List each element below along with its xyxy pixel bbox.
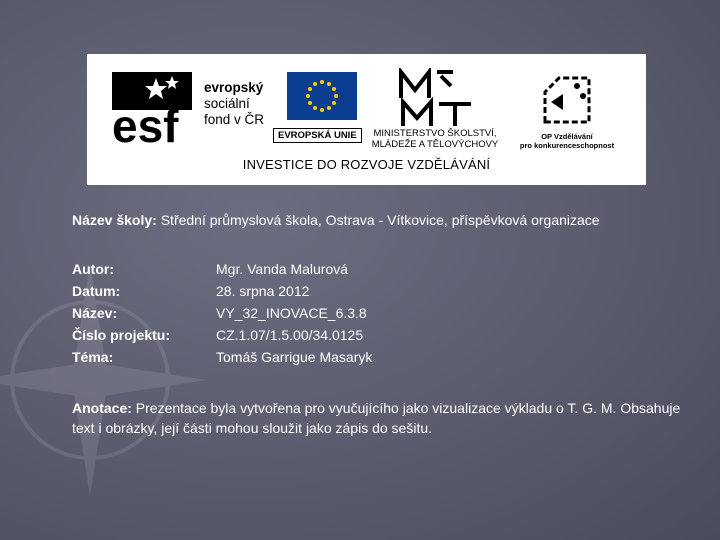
eu-flag (287, 72, 357, 120)
field-row-project (72, 325, 682, 345)
field-row-date (72, 281, 682, 301)
project-label: Číslo projektu: (72, 327, 171, 343)
school-row (72, 210, 600, 230)
field-row-author (72, 259, 682, 279)
date-label: Datum: (72, 283, 121, 299)
op-logo (537, 74, 597, 130)
esf-text (204, 80, 264, 128)
investice-banner: INVESTICE DO ROZVOJE VZDĚLÁVÁNÍ (242, 157, 491, 172)
msmt-caption-line-2: MLÁDEŽE A TĚLOVÝCHOVY (371, 139, 499, 150)
eu-stars-icon (287, 72, 357, 120)
annotation-text: Prezentace byla vytvořena pro vyučujícího jako vizualizace výkladu o T. G. M. Obsahuje text i obrázky, její části mohou sloužit jako zápis do sešitu. (72, 400, 681, 436)
field-row-topic (72, 347, 682, 367)
name-value: VY_32_INOVACE_6.3.8 (216, 305, 367, 321)
school-value: Střední průmyslová škola, Ostrava - Vítkovice, příspěvková organizace (160, 212, 600, 228)
logo-panel (87, 54, 646, 185)
esf-line-1: evropský (204, 80, 264, 95)
topic-value: Tomáš Garrigue Masaryk (216, 349, 373, 365)
esf-line-3: fond v ČR (204, 112, 265, 127)
name-label: Název: (72, 305, 118, 321)
msmt-logo (397, 68, 477, 130)
author-label: Autor: (72, 261, 114, 277)
school-label: Název školy: (72, 212, 157, 228)
topic-label: Téma: (72, 349, 114, 365)
op-caption-line-1: OP Vzdělávání (541, 132, 593, 141)
annotation (72, 398, 682, 438)
field-row-name (72, 303, 682, 323)
msmt-caption-line-1: MINISTERSTVO ŠKOLSTVÍ, (373, 128, 497, 139)
project-value: CZ.1.07/1.5.00/34.0125 (216, 327, 364, 343)
eu-caption: EVROPSKÁ UNIE (273, 128, 362, 143)
esf-line-2: sociální (204, 96, 250, 111)
author-value: Mgr. Vanda Malurová (216, 261, 349, 277)
date-value: 28. srpna 2012 (216, 283, 310, 299)
svg-text:esf: esf (112, 100, 179, 144)
op-caption (517, 132, 617, 150)
op-caption-line-2: pro konkurenceschopnost (519, 141, 615, 150)
annotation-label: Anotace: (72, 400, 132, 416)
msmt-caption (359, 128, 511, 150)
